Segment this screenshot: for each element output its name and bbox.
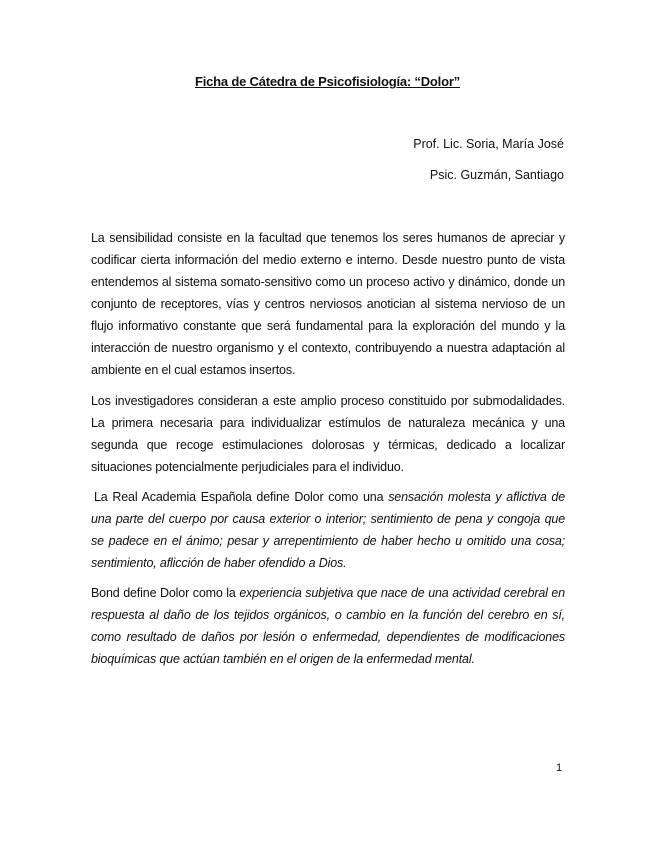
paragraph-investigadores: Los investigadores consideran a este amplio proceso constituido por submodalidades. La primera necesaria para individualizar estímulos de naturaleza mecánica y una segunda que recoge estimulaciones dolorosas y térmicas, dedicado a localizar situaciones potencialmente perjudiciales para el individuo. [91,394,565,474]
paragraph-rae-definition [91,486,565,574]
author-1: Prof. Lic. Soria, María José [413,137,564,151]
bond-lead-text: Bond define Dolor como la [91,586,240,600]
paragraph-bond-definition [91,582,565,670]
page-number: 1 [556,762,563,774]
paragraph-sensibilidad: La sensibilidad consiste en la facultad que tenemos los seres humanos de apreciar y codificar cierta información del medio externo e interno. Desde nuestro punto de vista entendemos al sistema somato-sensitivo como un proceso activo y dinámico, donde un conjunto de receptores, vías y centros nerviosos anotician al sistema nervioso de un flujo informativo constante que será fundamental para la exploración del mundo y la interacción de nuestro organismo y el contexto, contribuyendo a nuestra adaptación al ambiente en el cual estamos insertos. [91,231,565,377]
rae-lead-text: La Real Academia Española define Dolor como una [94,490,389,504]
bond-definition-text: experiencia subjetiva que nace de una actividad cerebral en respuesta al daño de los tejidos orgánicos, o cambio en la función del cerebro en sí, como resultado de daños por lesión o enfermedad, dependientes de modificaciones bioquímicas que actúan también en el origen de la enfermedad mental. [91,586,565,666]
author-2: Psic. Guzmán, Santiago [429,168,564,182]
document-title: Ficha de Cátedra de Psicofisiología: “Dolor” [195,74,460,89]
rae-definition-text: sensación molesta y aflictiva de una parte del cuerpo por causa exterior o interior; sentimiento de pena y congoja que se padece en el ánimo; pesar y arrepentimiento de haber hecho u omitido una cosa; sentimiento, aflicción de haber ofendido a Dios. [91,490,565,570]
